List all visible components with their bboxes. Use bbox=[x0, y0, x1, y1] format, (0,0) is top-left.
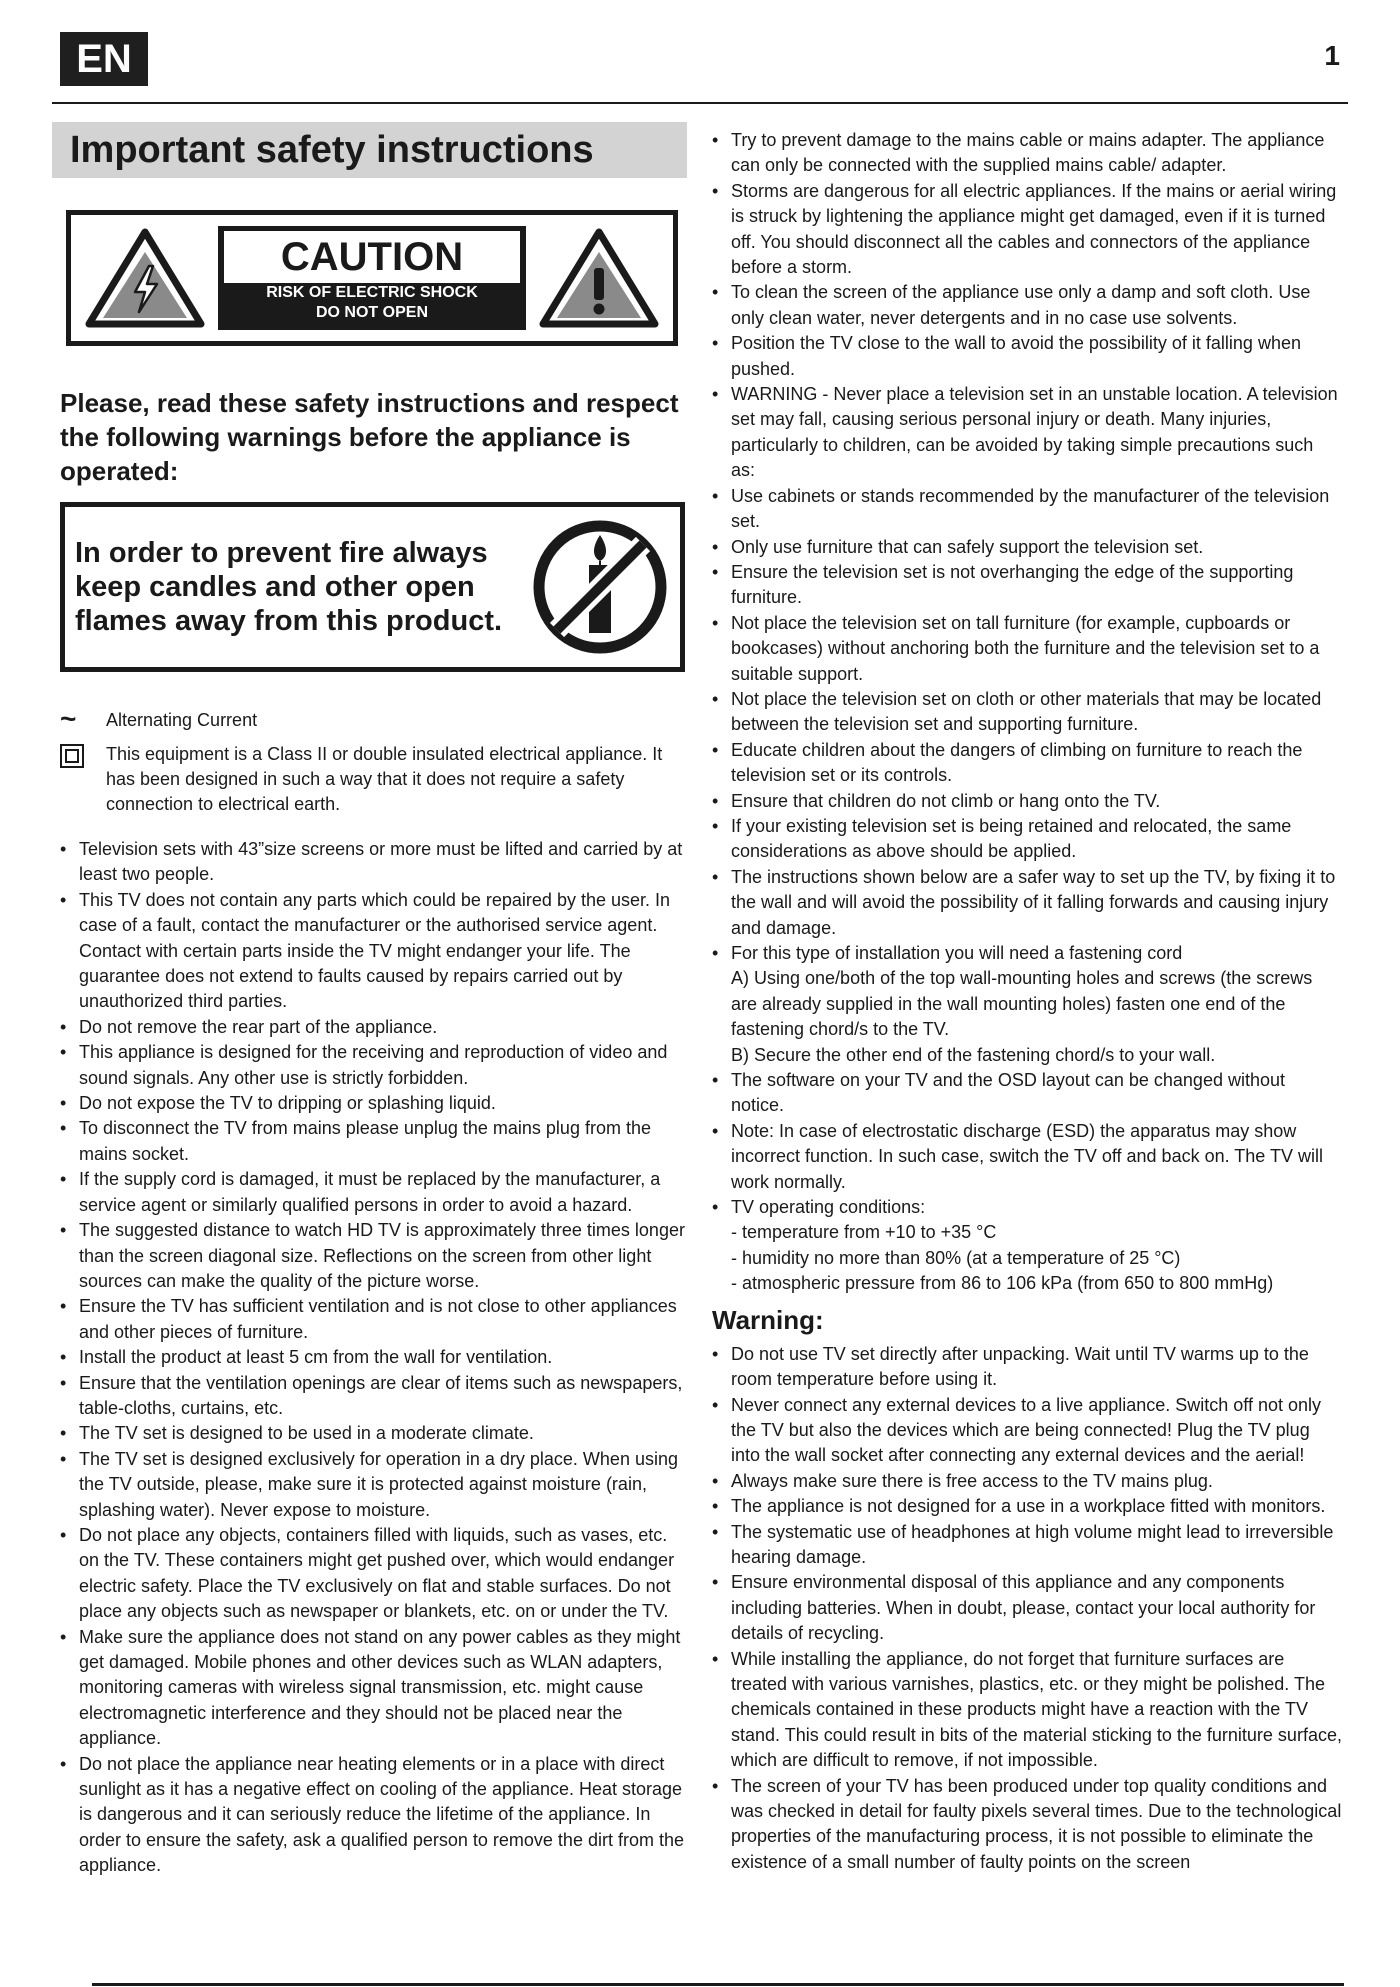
list-item: • To disconnect the TV from mains please unplug the mains plug from the mains socket. bbox=[60, 1116, 688, 1167]
language-badge: EN bbox=[60, 32, 148, 86]
list-item: • Television sets with 43”size screens or more must be lifted and carried by at least two people. bbox=[60, 837, 688, 888]
list-item: • To clean the screen of the appliance use only a damp and soft cloth. Use only clean water, never detergents and in no case use solvents. bbox=[712, 280, 1342, 331]
list-item: • Not place the television set on cloth or other materials that may be located between the television set and supporting furniture. bbox=[712, 687, 1342, 738]
list-item: • The screen of your TV has been produced under top quality conditions and was checked in detail for faulty pixels several times. Due to the technological properties of the manufacturing process, it is not possible to eliminate the existence of a small number of faulty points on the screen bbox=[712, 1774, 1342, 1876]
class2-symbol-row bbox=[60, 742, 687, 817]
list-item: • The appliance is not designed for a use in a workplace fitted with monitors. bbox=[712, 1494, 1342, 1519]
page-number: 1 bbox=[1324, 40, 1340, 71]
list-item: • The systematic use of headphones at high volume might lead to irreversible hearing damage. bbox=[712, 1520, 1342, 1571]
list-item: • Always make sure there is free access to the TV mains plug. bbox=[712, 1469, 1342, 1494]
list-item: • Do not place any objects, containers filled with liquids, such as vases, etc. on the TV. These containers might get pushed over, which would endanger electric safety. Place the TV exclusively on flat and stable surfaces. Do not place any objects such as newspaper or blankets, etc. on or under the TV. bbox=[60, 1523, 688, 1625]
left-bullet-list bbox=[60, 837, 688, 1879]
condition-pressure: - atmospheric pressure from 86 to 106 kPa (from 650 to 800 mmHg) bbox=[731, 1273, 1274, 1294]
list-item: • Never connect any external devices to a live appliance. Switch off not only the TV but also the devices which are being connected! Plug the TV plug into the wall socket after connecting any external devices and the aerial! bbox=[712, 1393, 1342, 1469]
operating-conditions-item bbox=[712, 1195, 1342, 1297]
fastening-intro: • For this type of installation you will need a fastening cord bbox=[731, 943, 1183, 963]
electric-shock-warning-icon bbox=[83, 226, 207, 330]
caution-label bbox=[66, 210, 678, 346]
list-item: • The suggested distance to watch HD TV is approximately three times longer than the screen diagonal size. Reflections on the screen from other light sources can make the quality of the picture worse. bbox=[60, 1218, 688, 1294]
list-item: • The TV set is designed exclusively for operation in a dry place. When using the TV outside, please, make sure it is protected against moisture (rain, splashing water). Never expose to moisture. bbox=[60, 1447, 688, 1523]
list-item: • Try to prevent damage to the mains cable or mains adapter. The appliance can only be connected with the supplied mains cable/ adapter. bbox=[712, 128, 1342, 179]
no-candles-icon bbox=[530, 517, 670, 657]
list-item: • Ensure that children do not climb or hang onto the TV. bbox=[712, 789, 1342, 814]
right-bullet-list bbox=[712, 128, 1342, 1297]
page-title: Important safety instructions bbox=[52, 122, 687, 178]
fastening-step-b: B) Secure the other end of the fastening chord/s to your wall. bbox=[731, 1044, 1216, 1065]
list-item: • The TV set is designed to be used in a moderate climate. bbox=[60, 1421, 688, 1446]
list-item: • Ensure environmental disposal of this appliance and any components including batteries. When in doubt, please, contact your local authority for details of recycling. bbox=[712, 1570, 1342, 1646]
candle-warning-text: In order to prevent fire always keep candles and other open flames away from this product. bbox=[75, 537, 503, 637]
condition-temperature: - temperature from +10 to +35 °C bbox=[731, 1222, 997, 1243]
left-column bbox=[52, 122, 687, 1879]
list-item: • Do not remove the rear part of the appliance. bbox=[60, 1015, 688, 1040]
list-item: • Storms are dangerous for all electric appliances. If the mains or aerial wiring is struck by lightening the appliance might get damaged, even if it is turned off. You should disconnect all the cables and connectors of the appliance before a storm. bbox=[712, 179, 1342, 281]
list-item: • Do not place the appliance near heating elements or in a place with direct sunlight as it has a negative effect on cooling of the appliance. Heat storage is dangerous and it can seriously reduce the lifetime of the appliance. In order to ensure the safety, ask a qualified person to remove the dirt from the appliance. bbox=[60, 1752, 688, 1879]
list-item: • Ensure that the ventilation openings are clear of items such as newspapers, table-cloths, curtains, etc. bbox=[60, 1371, 688, 1422]
list-item: • Install the product at least 5 cm from the wall for ventilation. bbox=[60, 1345, 688, 1370]
footer-divider bbox=[92, 1983, 1344, 1986]
list-item: • While installing the appliance, do not forget that furniture surfaces are treated with various varnishes, plastics, etc. or they might be polished. The chemicals contained in these products might have a reaction with the TV stand. This could result in bits of the material sticking to the furniture surface, which are difficult to remove, if not impossible. bbox=[712, 1647, 1342, 1774]
right-column bbox=[712, 128, 1342, 1875]
warning-heading: Warning: bbox=[712, 1304, 824, 1335]
ac-symbol-row bbox=[60, 703, 687, 734]
ac-symbol-icon: ~ bbox=[60, 703, 77, 734]
caution-panel bbox=[218, 226, 526, 330]
list-item: • Not place the television set on tall furniture (for example, cupboards or bookcases) without anchoring both the furniture and the television set to a suitable support. bbox=[712, 611, 1342, 687]
fastening-step-a: A) Using one/both of the top wall-mounting holes and screws (the screws are already supplied in the wall mounting holes) fasten one end of the fastening chord/s to the TV. bbox=[731, 968, 1313, 1040]
list-item: • Ensure the television set is not overhanging the edge of the supporting furniture. bbox=[712, 560, 1342, 611]
intro-warning-text: Please, read these safety instructions and respect the following warnings before the appliance is operated: bbox=[60, 388, 679, 486]
list-item: • WARNING - Never place a television set in an unstable location. A television set may fall, causing serious personal injury or death. Many injuries, particularly to children, can be avoided by taking simple precautions such as: bbox=[712, 382, 1342, 484]
double-insulation-icon bbox=[60, 744, 84, 768]
list-item: • Use cabinets or stands recommended by the manufacturer of the television set. bbox=[712, 484, 1342, 535]
operating-conditions-title: • TV operating conditions: bbox=[731, 1197, 926, 1218]
candle-warning-box bbox=[60, 502, 685, 672]
list-item: • Note: In case of electrostatic discharge (ESD) the apparatus may show incorrect function. In such case, switch the TV off and back on. The TV will work normally. bbox=[712, 1119, 1342, 1195]
list-item: • This TV does not contain any parts which could be repaired by the user. In case of a fault, contact the manufacturer or the authorised service agent. Contact with certain parts inside the TV might endanger your life. The guarantee does not extend to faults caused by repairs carried out by unauthorized third parties. bbox=[60, 888, 688, 1015]
exclamation-warning-icon bbox=[537, 226, 661, 330]
list-item: • If the supply cord is damaged, it must be replaced by the manufacturer, a service agent or similarly qualified persons in order to avoid a hazard. bbox=[60, 1167, 688, 1218]
list-item: • Ensure the TV has sufficient ventilation and is not close to other appliances and other pieces of furniture. bbox=[60, 1294, 688, 1345]
list-item: • This appliance is designed for the receiving and reproduction of video and sound signals. Any other use is strictly forbidden. bbox=[60, 1040, 688, 1091]
list-item: • Position the TV close to the wall to avoid the possibility of it falling when pushed. bbox=[712, 331, 1342, 382]
list-item: • Do not use TV set directly after unpacking. Wait until TV warms up to the room temperature before using it. bbox=[712, 1342, 1342, 1393]
list-item: • Educate children about the dangers of climbing on furniture to reach the television set or its controls. bbox=[712, 738, 1342, 789]
fastening-item bbox=[712, 941, 1342, 1068]
list-item: • The instructions shown below are a safer way to set up the TV, by fixing it to the wall and will avoid the possibility of it falling forwards and causing injury and damage. bbox=[712, 865, 1342, 941]
list-item: • Do not expose the TV to dripping or splashing liquid. bbox=[60, 1091, 688, 1116]
list-item: • Make sure the appliance does not stand on any power cables as they might get damaged. Mobile phones and other devices such as WLAN adapters, monitoring cameras with wireless signal transmission, etc. might cause electromagnetic interference and they should not be placed near the appliance. bbox=[60, 1625, 688, 1752]
class2-symbol-text: This equipment is a Class II or double insulated electrical appliance. It has been designed in such a way that it does not require a safety connection to electrical earth. bbox=[106, 744, 663, 814]
condition-humidity: - humidity no more than 80% (at a temperature of 25 °C) bbox=[731, 1247, 1181, 1268]
ac-symbol-text: Alternating Current bbox=[106, 710, 258, 730]
warning-bullet-list bbox=[712, 1342, 1342, 1876]
caution-word: CAUTION bbox=[224, 231, 520, 283]
caution-do-not-open-text: DO NOT OPEN bbox=[315, 304, 428, 321]
header-divider bbox=[52, 102, 1348, 104]
list-item: • Only use furniture that can safely support the television set. bbox=[712, 535, 1342, 560]
list-item: • If your existing television set is being retained and relocated, the same considerations as above should be applied. bbox=[712, 814, 1342, 865]
list-item: • The software on your TV and the OSD layout can be changed without notice. bbox=[712, 1068, 1342, 1119]
caution-shock-text: RISK OF ELECTRIC SHOCK bbox=[266, 284, 478, 301]
